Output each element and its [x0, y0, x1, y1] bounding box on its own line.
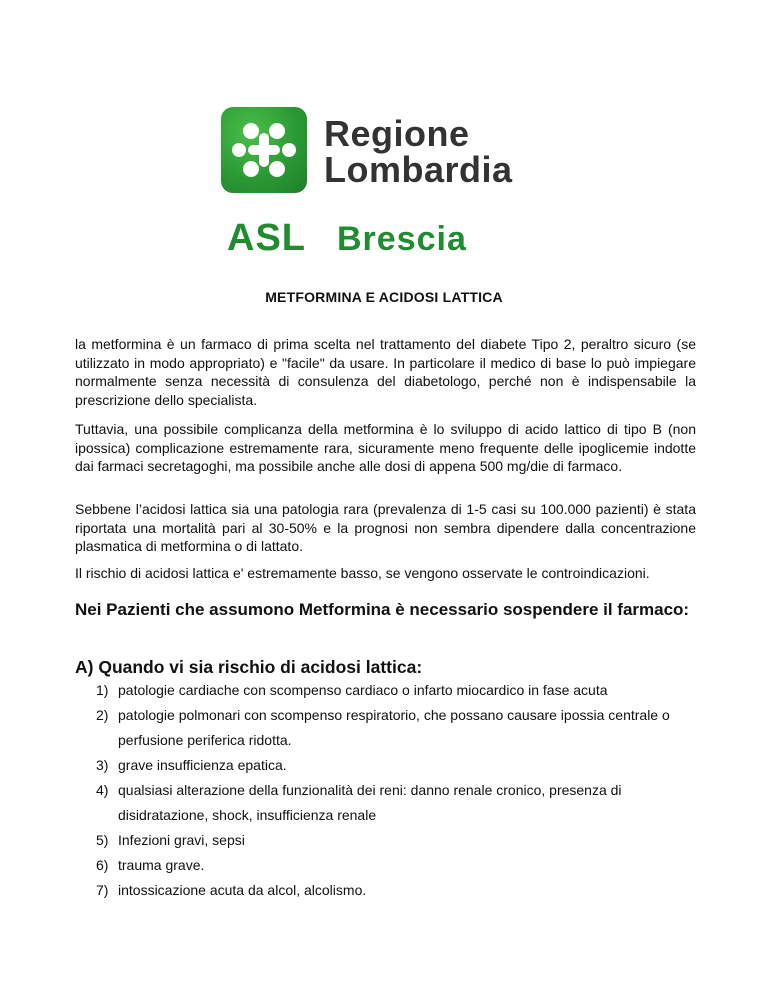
paragraph-mortality: Sebbene l’acidosi lattica sia una patologia rara (prevalenza di 1-5 casi su 100.000 pazienti) è stata riportata una mortalità pari al 30-50% e la prognosi non sembra dipendere dalla concentrazione plasmatica di metformina o di lattato. — [75, 501, 696, 554]
logo-asl-text: ASL — [227, 217, 306, 259]
section-heading: Nei Pazienti che assumono Metformina è necessario sospendere il farmaco: — [75, 600, 690, 619]
list-item-text: trauma grave. — [118, 857, 205, 873]
subsection-heading-a: A) Quando vi sia rischio di acidosi lattica: — [75, 657, 423, 677]
logo-regione-text: Regione — [324, 113, 470, 154]
rosa-camuna-shape — [221, 107, 307, 193]
list-item-text: patologie polmonari con scompenso respiratorio, che possano causare ipossia centrale o perfusione periferica ridotta. — [118, 707, 670, 748]
list-item-number: 4) — [96, 782, 109, 798]
contraindication-list — [96, 678, 696, 903]
list-item — [96, 778, 696, 828]
list-item-number: 6) — [96, 857, 109, 873]
list-item-text: intossicazione acuta da alcol, alcolismo. — [118, 882, 367, 898]
list-item — [96, 828, 696, 853]
list-item — [96, 853, 696, 878]
paragraph-intro: la metformina è un farmaco di prima scelta nel trattamento del diabete Tipo 2, peraltro sicuro (se utilizzato in modo appropriato) e "facile" da usare. In particolare il medico di base lo può impiegare normalmente senza necessità di consulenza del diabetologo, perché non è indispensabile la prescrizione dello specialista. — [75, 336, 696, 408]
regione-lombardia-rosa-camuna-icon — [221, 107, 307, 193]
list-item — [96, 703, 696, 753]
logo-brescia-text: Brescia — [337, 220, 467, 258]
list-item-text: grave insufficienza epatica. — [118, 757, 287, 773]
list-item-text: qualsiasi alterazione della funzionalità dei reni: danno renale cronico, presenza di disidratazione, shock, insufficienza renale — [118, 782, 622, 823]
list-item — [96, 878, 696, 903]
list-item — [96, 753, 696, 778]
list-item-number: 7) — [96, 882, 109, 898]
paragraph-complication: Tuttavia, una possibile complicanza della metformina è lo sviluppo di acido lattico di tipo B (non ipossica) complicazione estremamente rara, sicuramente meno frequente delle ipoglicemie indotte dai farmaci secretagoghi, ma possibile anche alle dosi di appena 500 mg/die di farmaco. — [75, 421, 696, 474]
list-item-number: 3) — [96, 757, 109, 773]
list-item-number: 1) — [96, 682, 109, 698]
list-item-text: patologie cardiache con scompenso cardiaco o infarto miocardico in fase acuta — [118, 682, 608, 698]
paragraph-risk: Il rischio di acidosi lattica e' estremamente basso, se vengono osservate le controindicazioni. — [75, 565, 650, 581]
list-item-number: 2) — [96, 707, 109, 723]
list-item-text: Infezioni gravi, sepsi — [118, 832, 245, 848]
list-item — [96, 678, 696, 703]
document-title: METFORMINA E ACIDOSI LATTICA — [265, 289, 503, 305]
logo-lombardia-text: Lombardia — [324, 149, 513, 190]
asl-brescia-logo — [221, 107, 551, 257]
list-item-number: 5) — [96, 832, 109, 848]
